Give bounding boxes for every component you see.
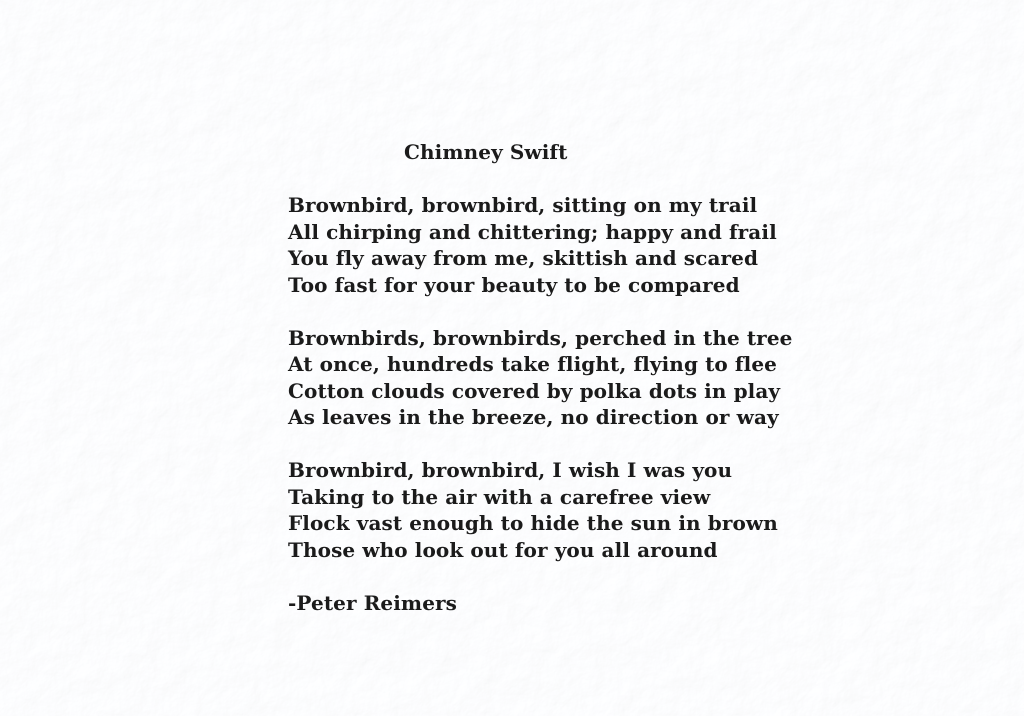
poem-attribution: -Peter Reimers (288, 590, 458, 615)
poem-text-block (288, 139, 928, 616)
poem-line: At once, hundreds take flight, flying to flee (288, 352, 777, 376)
poem-title: Chimney Swift (404, 140, 568, 164)
stanza-1 (288, 192, 928, 298)
poem-line: Taking to the air with a carefree view (288, 484, 711, 509)
poem-line: Brownbird, brownbird, I wish I was you (288, 458, 733, 482)
poem-line: Too fast for your beauty to be compared (288, 272, 740, 297)
poem-line: Brownbird, brownbird, sitting on my trail (288, 193, 758, 217)
poem-line: Cotton clouds covered by polka dots in play (288, 378, 781, 403)
poem-line: Flock vast enough to hide the sun in brown (288, 511, 778, 535)
poem-line: As leaves in the breeze, no direction or way (288, 405, 779, 429)
poem-line: All chirping and chittering; happy and frail (288, 219, 777, 244)
poem-line: Brownbirds, brownbirds, perched in the tree (288, 325, 793, 350)
poem-line: You fly away from me, skittish and scared (288, 246, 759, 270)
stanza-3 (288, 457, 928, 563)
stanza-2 (288, 325, 928, 431)
poem-line: Those who look out for you all around (288, 537, 718, 562)
